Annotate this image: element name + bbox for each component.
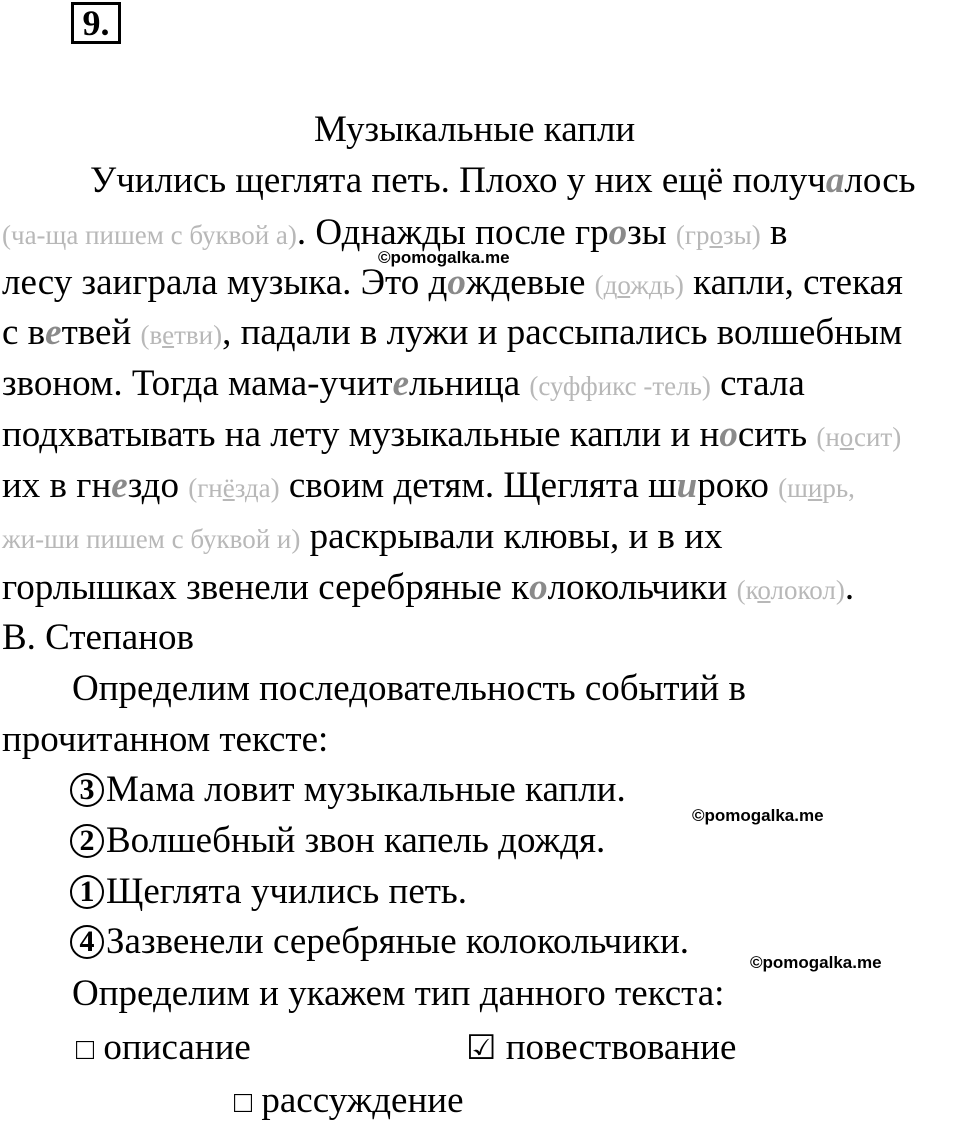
event-item: 4 Зазвенели серебряные колокольчики. <box>70 916 689 968</box>
watermark: ©pomogalka.me <box>378 248 510 267</box>
checkbox-empty-icon[interactable]: □ <box>76 1033 95 1066</box>
watermark: ©pomogalka.me <box>750 953 882 972</box>
question-1-line-2: прочитанном тексте: <box>2 719 329 760</box>
event-item: 2 Волшебный звон капель дождя. <box>70 815 605 867</box>
question-2: Определим и укажем тип данного текста: <box>72 973 725 1014</box>
text-line-2: (ча-ща пишем с буквой а). Однажды после грозы (грозы) в <box>2 212 788 253</box>
event-item: 3 Мама ловит музыкальные капли. <box>70 764 626 816</box>
task-number: 9. <box>71 2 121 44</box>
text-line-9: горлышках звенели серебряные колокольчики (колокол). <box>2 567 855 608</box>
text-title: Музыкальные капли <box>314 109 636 150</box>
event-number: 1 <box>70 875 104 909</box>
question-1-line-1: Определим последовательность событий в <box>72 668 746 709</box>
option-reasoning[interactable]: □ рассуждение <box>234 1080 464 1121</box>
event-number: 2 <box>70 824 104 858</box>
text-line-6: подхватывать на лету музыкальные капли и носить (носит) <box>2 414 902 455</box>
watermark: ©pomogalka.me <box>692 806 824 825</box>
event-number: 4 <box>70 925 104 959</box>
text-line-5: звоном. Тогда мама-учительница (суффикс -тель) стала <box>2 363 805 404</box>
text-line-4: с ветвей (ветви), падали в лужи и рассыпались волшебным <box>2 312 903 353</box>
text-line-3: лесу заиграла музыка. Это дождевые (дождь) капли, стекая <box>2 262 903 303</box>
text-line-1: Учились щеглята петь. Плохо у них ещё получалось <box>90 160 916 201</box>
author: В. Степанов <box>2 617 194 658</box>
checkbox-empty-icon[interactable]: □ <box>234 1086 253 1119</box>
event-item: 1 Щеглята учились петь. <box>70 866 467 918</box>
option-description[interactable]: □ описание <box>76 1027 251 1068</box>
event-number: 3 <box>70 773 104 807</box>
text-line-8: жи-ши пишем с буквой и) раскрывали клювы, и в их <box>2 516 723 557</box>
option-narration[interactable]: ☑ повествование <box>466 1027 737 1068</box>
checkbox-checked-icon[interactable]: ☑ <box>466 1030 497 1067</box>
text-line-7: их в гнездо (гнёзда) своим детям. Щеглята широко (ширь, <box>2 465 855 506</box>
